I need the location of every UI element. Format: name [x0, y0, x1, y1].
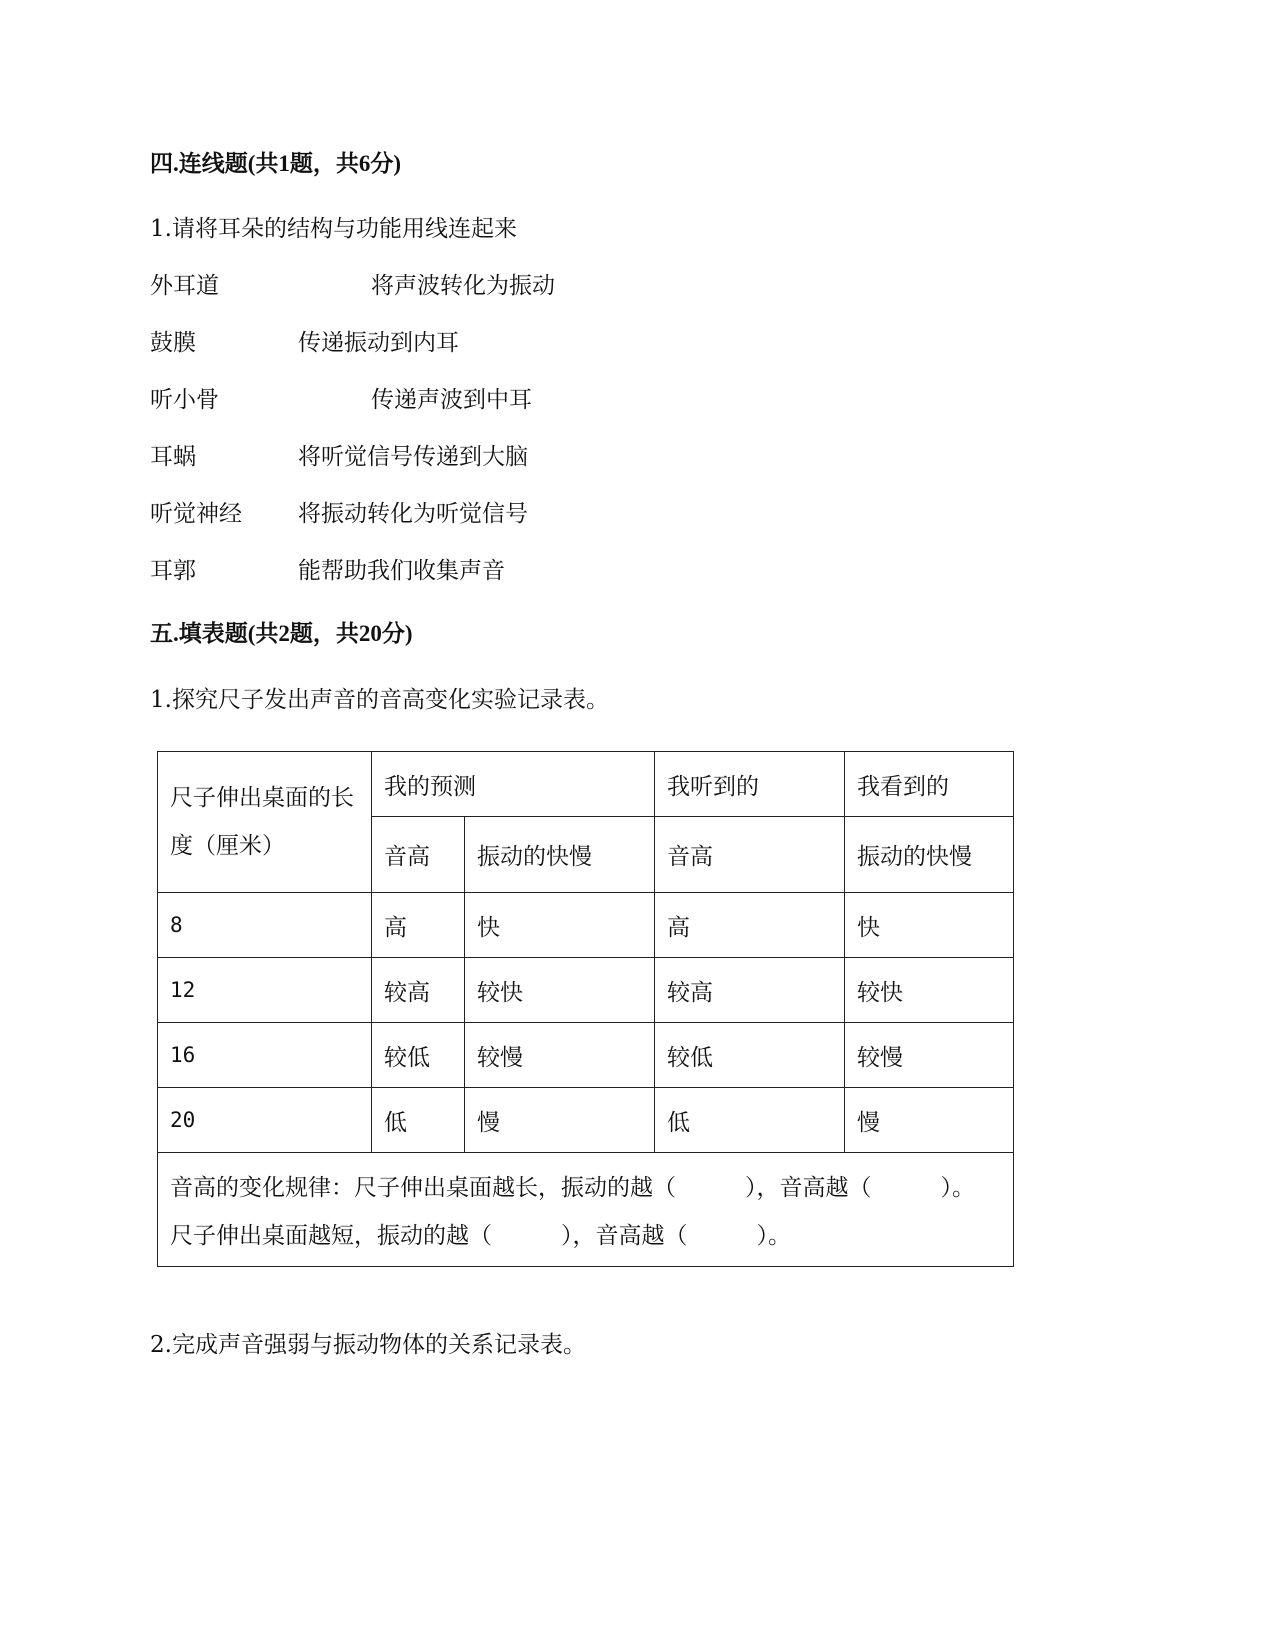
summary-cell — [158, 1153, 1014, 1267]
ear-structure-label: 耳郭 — [150, 558, 196, 584]
cell-heard-pitch: 低 — [655, 1088, 845, 1153]
cell-predicted-pitch: 低 — [372, 1088, 465, 1153]
subheader-vibration-speed: 振动的快慢 — [465, 817, 655, 893]
cell-predicted-speed: 快 — [465, 893, 655, 958]
ear-structure-label: 鼓膜 — [150, 330, 196, 356]
ear-function-label: 能帮助我们收集声音 — [298, 558, 505, 584]
ear-structure-label: 耳蜗 — [150, 444, 196, 470]
cell-predicted-pitch: 较低 — [372, 1023, 465, 1088]
subheader-vibration-speed: 振动的快慢 — [845, 817, 1014, 893]
ear-function-label: 传递振动到内耳 — [298, 330, 459, 356]
table-header-row — [158, 752, 1014, 817]
ear-structure-label: 听小骨 — [150, 387, 219, 413]
cell-heard-pitch: 较高 — [655, 958, 845, 1023]
cell-predicted-pitch: 较高 — [372, 958, 465, 1023]
header-my-prediction: 我的预测 — [372, 752, 655, 817]
cell-length: 20 — [158, 1088, 372, 1153]
table-row — [158, 893, 1014, 958]
cell-length: 12 — [158, 958, 372, 1023]
cell-heard-pitch: 较低 — [655, 1023, 845, 1088]
cell-seen-speed: 较慢 — [845, 1023, 1014, 1088]
header-what-i-saw: 我看到的 — [845, 752, 1014, 817]
ear-function-label: 将听觉信号传递到大脑 — [298, 444, 528, 470]
table-row — [158, 1088, 1014, 1153]
cell-length: 16 — [158, 1023, 372, 1088]
ear-structure-label: 外耳道 — [150, 273, 219, 299]
section-5-question-1: 1.探究尺子发出声音的音高变化实验记录表。 — [150, 687, 609, 713]
cell-length: 8 — [158, 893, 372, 958]
ear-function-label: 将振动转化为听觉信号 — [298, 501, 528, 527]
cell-predicted-pitch: 高 — [372, 893, 465, 958]
subheader-pitch: 音高 — [655, 817, 845, 893]
section-5-heading: 五.填表题(共2题，共20分) — [150, 621, 413, 646]
ear-function-label: 将声波转化为振动 — [371, 273, 555, 299]
cell-predicted-speed: 较慢 — [465, 1023, 655, 1088]
header-what-i-heard: 我听到的 — [655, 752, 845, 817]
table-row — [158, 1023, 1014, 1088]
ear-function-label: 传递声波到中耳 — [371, 387, 532, 413]
summary-line-1: 音高的变化规律：尺子伸出桌面越长，振动的越（ ），音高越（ ）。 — [170, 1174, 975, 1201]
section-4-heading: 四.连线题(共1题，共6分) — [150, 151, 402, 176]
table-corner-header: 尺子伸出桌面的长度（厘米） — [158, 752, 372, 893]
table-row — [158, 958, 1014, 1023]
summary-line-2: 尺子伸出桌面越短，振动的越（ ），音高越（ ）。 — [170, 1222, 791, 1249]
section-4-question: 1.请将耳朵的结构与功能用线连起来 — [150, 216, 517, 242]
ear-structure-label: 听觉神经 — [150, 501, 242, 527]
cell-seen-speed: 慢 — [845, 1088, 1014, 1153]
cell-seen-speed: 较快 — [845, 958, 1014, 1023]
subheader-pitch: 音高 — [372, 817, 465, 893]
table-summary-row — [158, 1153, 1014, 1267]
section-5-question-2: 2.完成声音强弱与振动物体的关系记录表。 — [150, 1332, 586, 1358]
cell-heard-pitch: 高 — [655, 893, 845, 958]
cell-predicted-speed: 较快 — [465, 958, 655, 1023]
cell-predicted-speed: 慢 — [465, 1088, 655, 1153]
pitch-record-table — [157, 751, 1014, 1267]
cell-seen-speed: 快 — [845, 893, 1014, 958]
